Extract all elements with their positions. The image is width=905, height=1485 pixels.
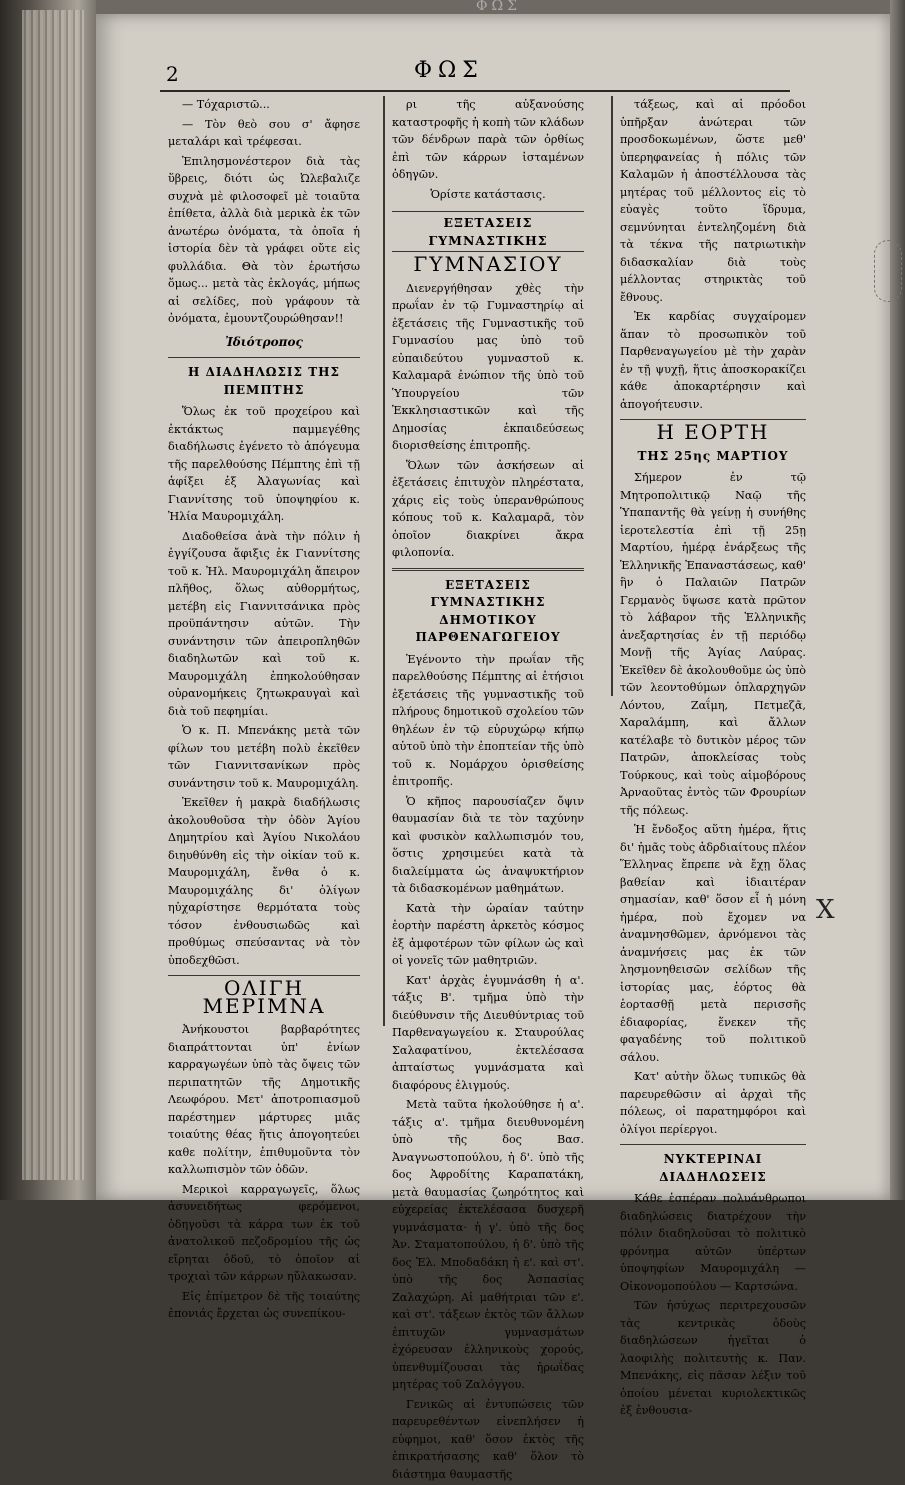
paragraph: Ὁρίστε κατάστασις. (430, 187, 546, 201)
article-heading-top: ΕΞΕΤΑΣΕΙΣ ΓΥΜΝΑΣΤΙΚΗΣ (392, 211, 584, 252)
article-heading: ΝΥΚΤΕΡΙΝΑΙ ΔΙΑΔΗΛΩΣΕΙΣ (659, 1152, 767, 1184)
paragraph: Κατὰ τὴν ὡραίαν ταύτην ἑορτὴν παρέστη ἀρκετὸς κόσμος ἐξ ἀμφοτέρων τῶν φίλων ὡς καὶ οἱ γονεῖς τῶν μαθητριῶν. (392, 901, 584, 967)
paragraph: Ὅλων τῶν ἀσκήσεων αἱ ἐξετάσεις ἐπιτυχὸν πληρέστατα, χάρις εἰς τοὺς ὑπερανθρώπους κόπους τοῦ κ. Καλαμαρᾶ, τὸν ὁποῖον διακρίνει ἄκρα φιλοπονία. (392, 458, 584, 559)
article-heading: ΓΥΜΝΑΣΙΟΥ (413, 252, 563, 276)
page-stack-edges (22, 10, 84, 1180)
right-edge (890, 0, 905, 1200)
article-heading: Η ΔΙΑΔΗΛΩΣΙΣ ΤΗΣ ΠΕΜΠΤΗΣ (188, 365, 340, 397)
paragraph: ρι τῆς αὐξανούσης καταστροφῆς ἡ κοπὴ τῶν κλάδων τῶν δένδρων παρὰ τῶν ὀρθίως ἐπὶ τῶν κάρρων ἱσταμένων ὁδηγῶν. (392, 98, 584, 181)
paragraph: Διενεργήθησαν χθὲς τὴν πρωΐαν ἐν τῷ Γυμναστηρίῳ αἱ ἐξετάσεις τῆς Γυμναστικῆς τοῦ Γυμνασίου μας ὑπὸ τοῦ εὐπαιδεύτου γυμναστοῦ κ. Καλαμαρᾶ ἐνώπιον τῆς ὑπὸ τοῦ Ὑπουργείου τῶν Ἐκκλησιαστικῶν καὶ τῆς Δημοσίας ἐκπαιδεύσεως διορισθείσης ἐπιτροπῆς. (392, 281, 584, 452)
header-rule (160, 90, 790, 92)
column-3 (620, 96, 806, 1422)
masthead-title: ΦΩΣ (414, 58, 484, 83)
paragraph: Ἀνήκουστοι βαρβαρότητες διαπράττονται ὑπ' ἐνίων καρραγωγέων ὑπὸ τὰς ὄψεις τῶν περιπατητῶν τῆς Δημοτικῆς Λεωφόρου. Μετ' ἀποτροπιασμοῦ παρέστημεν μάρτυρες μιᾶς τοιαύτης θέας ἥτις ἀπογοητεύει καθε πολίτην, ἐπιθυμοῦντα τὸν καλλωπισμὸν τῶν ὁδῶν. (168, 1023, 360, 1176)
paragraph: Κατ' ἀρχὰς ἐγυμνάσθη ἡ α'. τάξις Β'. τμῆμα ὑπὸ τὴν διεύθυνσιν τῆς Διευθύντριας τοῦ Παρθεναγωγείου κ. Σταυρούλας Σαλαφατίνου, ἐκτελέσασα ἀπταίστως γυμνάσματα καὶ διαφόρους ἐλιγμούς. (392, 973, 584, 1092)
paragraph: — Τὸν θεὸ σου σ' ἄφησε μεταλάρι καὶ τρέφεσαι. (168, 117, 360, 148)
signature: Ἰδιότροπος (225, 334, 303, 349)
pencil-mark: X (816, 895, 835, 925)
paragraph: Γενικῶς αἱ ἐντυπώσεις τῶν παρευρεθέντων εἰνεπλήσεν ἡ εὐφημοι, καθ' ὅσον ἐκτὸς τῆς ἐπικρατήσασης καθ' ὅλον τὸ διάστημα θαυμαστῆς (392, 1397, 584, 1481)
divider (168, 357, 360, 358)
paragraph: Ὅλως ἐκ τοῦ προχείρου καὶ ἐκτάκτως παμμεγέθης διαδήλωσις ἐγένετο τὸ ἀπόγευμα τῆς παρελθούσης Πέμπτης ἐπὶ τῇ ἀφίξει ἐξ Ἀλαγωνίας καὶ Γιαννίτσης τοῦ ὑποψηφίου κ. Ἠλία Μαυρομιχάλη. (168, 405, 360, 523)
paragraph: Ἡ ἔνδοξος αὕτη ἡμέρα, ἥτις δι' ἡμᾶς τοὺς ἀδρδιαίτους πλέον Ἕλληνας ἔπρεπε νὰ ἔχῃ ὅλας βαθείαν καὶ ἰδιαιτέραν σημασίαν, καθ' ὅσον εἶ ἡ μόνη ἡμέρα, ποὺ ἔχομεν να ἀναμνησθῶμεν, ἀρνόμενοι τὰς ἀναμνήσεις μας ἐκ τῶν λησμονηθεισῶν σελίδων τῆς ἱστορίας μας, ἑόρτος θὰ ἑορτασθῇ μετὰ περισσῆς ἐδιαφορίας, ἕνεκεν τῆς φαγαδένης τοῦ πολιτικοῦ σάλου. (620, 823, 806, 1064)
paragraph: Μετὰ ταῦτα ἠκολούθησε ἡ α'. τάξις α'. τμῆμα διευθυνομένη ὑπὸ τῆς δος Βασ. Ἀναγνωστοπούλου, ἡ δ'. ὑπὸ τῆς δος Ἀφροδίτης Καραπατάκη, μετὰ θαυμασίας ζωηρότητος καὶ εὐχερείας ἐκτελέσασα δυσχερῆ γυμνάσματα· ἡ γ'. ὑπὸ τῆς δος Ἀν. Σταματοπούλου, ἡ δ'. ὑπὸ τῆς δος Ἐλ. Μποδαδάκη ἡ ε'. καὶ στ'. ὑπὸ τῆς δος Ἀσπασίας Ζαλαχώρη. Αἱ μαθήτριαι τῶν ε'. καὶ στ'. τάξεων ἐκτὸς τῶν ἄλλων ἐπιτυχῶν γυμνασμάτων ἐχόρευσαν ἑλληνικοὺς χορούς, ὑπενθυμίζουσαι τὰς ἡρωΐδας μητέρας τοῦ Ζαλόγγου. (392, 1098, 584, 1391)
column-1 (168, 96, 360, 1325)
paragraph: Σήμερον ἐν τῷ Μητροπολιτικῷ Ναῷ τῆς Ὑπαπαντῆς θὰ γείνῃ ἡ συνήθης ἱεροτελεστία ἐπὶ τῇ 25ῃ Μαρτίου, ἡμέρᾳ ἐνάρξεως τῆς Ἑλληνικῆς Ἐπαναστάσεως, καθ' ἣν ὁ Παλαιῶν Πατρῶν Γερμανὸς ὕψωσε κατὰ πρῶτον τὸ λάβαρον τῆς Ἑλληνικῆς ἀνεξαρτησίας ἐν τῇ περιόδῳ Μονῇ τῆς Ἁγίας Λαύρας. Ἐκεῖθεν δὲ ἀκολουθοῦμε ὡς ὑπὸ τῶν λεοντοθύμων ὁπλαρχηγῶν Λόντου, Ζαΐμη, Πετμεζᾶ, Χαραλάμπη, καὶ ἄλλων κατέλαβε τὸ δυτικὸν μέρος τῶν Πατρῶν, ἀποκλείσας τοὺς Τούρκους, καὶ τοὺς αἱμοβόρους Ἀρναοῦτας ἐντὸς τῶν Φρουρίων τῆς πόλεως. (620, 471, 806, 817)
paragraph: Ἐγένοντο τὴν πρωΐαν τῆς παρελθούσης Πέμπτης αἱ ἐτήσιοι ἐξετάσεις τῆς γυμναστικῆς τοῦ πλήρους δημοτικοῦ σχολείου τῶν θηλέων ἐν τῷ εὐρυχώρῳ κήπῳ αὐτοῦ ὑπὸ τὴν ἐποπτείαν τῆς ὑπὸ τοῦ κ. Νομάρχου ὁρισθείσης ἐπιτροπῆς. (392, 652, 584, 788)
divider (392, 568, 584, 571)
article-subheading: ΤΗΣ 25ης ΜΑΡΤΙΟΥ (637, 448, 789, 463)
article-heading: ΕΞΕΤΑΣΕΙΣ ΓΥΜΝΑΣΤΙΚΗΣ ΔΗΜΟΤΙΚΟΥ ΠΑΡΘΕΝΑΓΩΓΕΙΟΥ (415, 577, 561, 644)
book-binding (0, 0, 100, 1200)
paragraph: Ὁ κ. Π. Μπενάκης μετὰ τῶν φίλων του μετέβη πολὺ ἐκεῖθεν τῶν Γιαννιτσανίκων πρὸς συνάντησιν τοῦ κ. Μαυρομιχάλη. (168, 724, 360, 790)
article-heading: Η ΕΟΡΤΗ (656, 420, 770, 444)
paragraph: Κατ' αὐτὴν ὅλως τυπικῶς θὰ παρευρεθῶσιν αἱ ἀρχαὶ τῆς πόλεως, οἱ παρατημφόροι καὶ ὀλίγοι περίεργοι. (620, 1070, 806, 1136)
paragraph: τάξεως, καὶ αἱ πρόοδοι ὑπῆρξαν ἀνώτεραι τῶν προσδοκωμένων, ὥστε μεθ' ὑπερηφανείας ἡ πόλις τῶν Καλαμῶν ἡ ἀποστέλλουσα τὰς μητέρας τοῦ μέλλοντος εἰς τὸ εὐαγὲς τοῦτο ἵδρυμα, σεμνύνηται ἐντεληζομένη διὰ τὰ τέκνα τῆς πατριωτικὴν διδασκαλίαν διὰ τοὺς μέλλοντας στηρικτὰς τοῦ ἔθνους. (620, 98, 806, 304)
paragraph: Τῶν ἡσύχως περιτρεχουσῶν τὰς κεντρικὰς ὁδοὺς διαδηλώσεων ἡγεῖται ὁ λαοφιλὴς πολιτευτὴς κ. Παν. Μπενάκης, εἰς πᾶσαν λέξιν τοῦ ὁποίου μένεται κυριολεκτικῶς ἐξ ἐνθουσια- (620, 1299, 806, 1417)
previous-page-masthead-ghost: ΦΩΣ (476, 0, 521, 14)
page-number: 2 (166, 62, 179, 86)
paragraph: Διαδοθείσα ἀνὰ τὴν πόλιν ἡ ἐγγίζουσα ἄφιξις ἐκ Γιαννίτσης τοῦ κ. Ἠλ. Μαυρομιχάλη ἄπειρον πλῆθος, ὅλως αὐθορμήτως, μετέβη εἰς Γιαννιτσάνικα πρὸς προϋπάντησιν αὐτῶν. Τὴν συνάντησιν τῶν ἀπειροπληθῶν διαδηλωτῶν καὶ τοῦ κ. Μαυρομιχάλη ἐπηκολούθησαν οὐρανομήκεις ζητωκραυγαὶ καὶ διὰ τοῦ πεφημίαι. (168, 529, 360, 718)
paragraph: Μερικοὶ καρραγωγεῖς, ὅλως ἀσυνειδήτως φερόμενοι, ὁδηγοῦσι τὰ κάρρα των ἐκ τοῦ ἀνατολικοῦ πεζοδρομίου τῆς ὡς εἴρηται ὁδοῦ, τὸ ὁποῖον αἱ τροχιαὶ τῶν κάρρων ηὔλακωσαν. (168, 1182, 360, 1283)
column-rule-2 (611, 96, 613, 696)
column-2 (392, 96, 584, 1485)
paragraph: Εἰς ἐπίμετρον δὲ τῆς τοιαύτης ἐπονιάς ἔρχεται ὡς συνεπίκου- (168, 1289, 360, 1320)
column-rule-1 (383, 96, 385, 1026)
divider (620, 1144, 806, 1145)
paragraph: — Τόχαριστῶ... (182, 98, 270, 111)
paragraph: Ἐκ καρδίας συγχαίρομεν ἅπαν τὸ προσωπικὸν τοῦ Παρθεναγωγείου μὲ τὴν χαρὰν ἐν τῇ ψυχῇ, ἥτις ἀποσκορακίζει κάθε ἀποκαρτέρησιν καὶ ἀπογοήτευσιν. (620, 310, 806, 411)
library-stamp (874, 240, 902, 302)
paragraph: Κάθε ἑσπέραν πολυάνθρωποι διαδηλώσεις διατρέχουν τὴν πόλιν διαδηλοῦσαι τὸ πολιτικὸ φρόνημα αὐτῶν ὑπέρτων ὑποψηφίων Μαυρομιχάλη — Οἰκονομοπούλου — Καρτσώνα. (620, 1192, 806, 1293)
paragraph: Ἐπιλησμονέστερον διὰ τὰς ὕβρεις, διότι ὡς Ὠλεβαλιζε συχνὰ μὲ φιλοσοφεῖ μὲ τοιαῦτα ἐπίθετα, ἀλλὰ διὰ μερικὰ ἐκ τῶν ἀνωτέρω ὀνόματα, τὰ ὁποῖα ἡ ἱστορία δὲν τὰ γράφει οὔτε εἰς φυλλάδια. Θὰ τὸν ἐρωτήσω ὅμως... μετὰ τὰς ἐκλογάς, μήπως αἱ σελίδες, ποὺ γράφουν τὰ ὀνόματα, ἐμουντζουρώθησαν!! (168, 154, 360, 325)
paragraph: Ἐκεῖθεν ἡ μακρὰ διαδήλωσις ἀκολουθοῦσα τὴν ὁδὸν Ἁγίου Δημητρίου καὶ Ἁγίου Νικολάου διηυθύνθη εἰς τὴν οἰκίαν τοῦ κ. Μαυρομιχάλη, ἔνθα ὁ κ. Μαυρομιχάλης δι' ὀλίγων ηὐχαρίστησε θερμότατα τοὺς τόσον ἐνθουσιωδῶς καὶ προθύμως σπεύσαντας νὰ τὸν ὑποδεχθῶσι. (168, 796, 360, 967)
paragraph: Ὁ κῆπος παρουσίαζεν ὄψιν θαυμασίαν διὰ τε τὸν ταχύνην καὶ φυσικὸν καλλωπισμόν του, ὅστις χρησιμεύει κατὰ τὰ διαλείμματα ὡς ἀναψυκτήριον τὰ διδασκομένων μαθημάτων. (392, 794, 584, 895)
article-heading: ΟΛΙΓΗ ΜΕΡΙΜΝΑ (202, 976, 326, 1018)
